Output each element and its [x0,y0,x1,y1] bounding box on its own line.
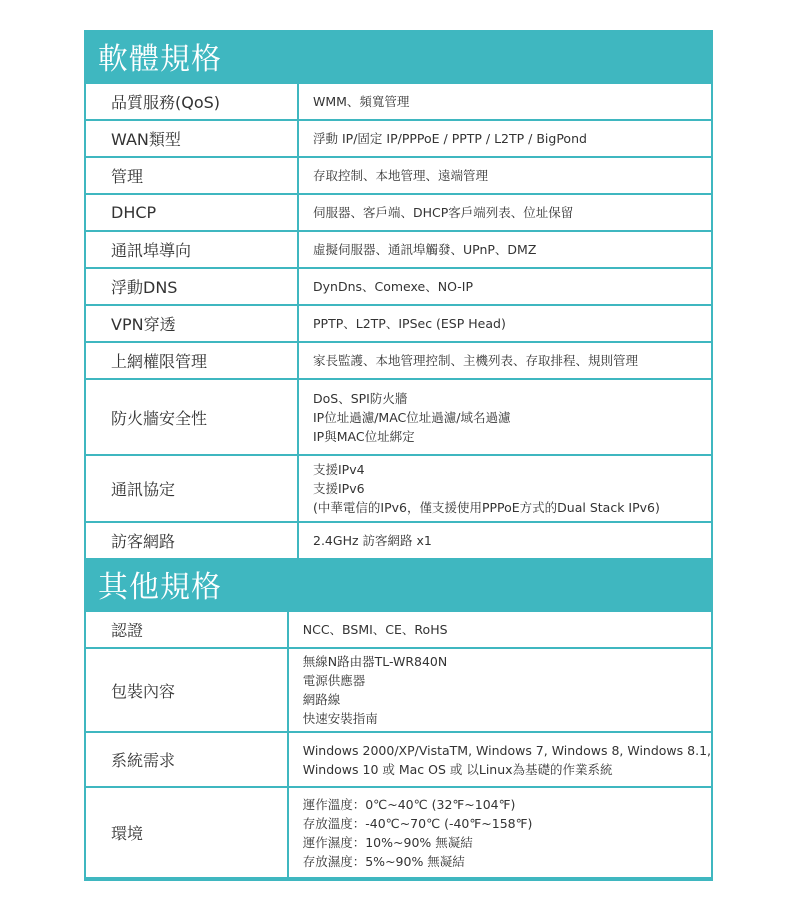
spec-value [299,523,711,558]
spec-label: 防火牆安全性 [86,380,297,454]
spec-row [86,343,711,378]
spec-value [299,343,711,378]
spec-row [86,456,711,521]
spec-value [299,456,711,521]
spec-value-line: 家長監護、本地管理控制、主機列表、存取排程、規則管理 [313,353,639,368]
spec-value-line: 運作溫度：0℃~40℃ (32℉~104℉) [302,796,516,812]
spec-value-line: DoS、SPI防火牆 [313,390,408,406]
spec-value-line: 快速安裝指南 [302,711,378,726]
spec-value-line: PPTP、L2TP、IPSec (ESP Head) [313,316,506,331]
spec-value-line: 支援IPv4 [313,462,365,477]
spec-row [86,612,711,647]
spec-label: 上網權限管理 [86,343,297,378]
spec-value [299,158,711,193]
spec-row [86,269,711,304]
other-spec-title: 其他規格 [86,560,711,612]
spec-label: VPN穿透 [86,306,297,341]
spec-value-line: 存放濕度：5%~90% 無凝結 [302,853,465,869]
spec-label: 管理 [86,158,297,193]
spec-row [86,733,711,786]
spec-value [289,733,711,786]
spec-label: 通訊埠導向 [86,232,297,267]
spec-value-line: IP位址過濾/MAC位址過濾/域名過濾 [313,409,511,425]
spec-value-line: Windows 10 或 Mac OS 或 以Linux為基礎的作業系統 [302,761,613,777]
spec-row [86,84,711,119]
spec-row [86,195,711,230]
spec-value [299,232,711,267]
spec-table [86,82,711,560]
spec-value-line: 支援IPv6 [313,481,365,496]
spec-label: 包裝內容 [86,649,287,731]
spec-row [86,788,711,877]
spec-sheet [84,30,713,881]
spec-row [86,232,711,267]
spec-label: 系統需求 [86,733,287,786]
spec-value [289,788,711,877]
spec-label: 訪客網路 [86,523,297,558]
spec-row [86,380,711,454]
spec-row [86,523,711,558]
spec-value [299,195,711,230]
spec-label: 通訊協定 [86,456,297,521]
spec-label: DHCP [86,195,297,230]
spec-value-line: 電源供應器 [302,673,366,688]
spec-value-line: IP與MAC位址綁定 [313,428,415,444]
spec-value-line: 2.4GHz 訪客網路 x1 [313,533,432,548]
spec-value [299,306,711,341]
spec-value [299,121,711,156]
software-spec-title: 軟體規格 [86,32,711,84]
spec-value-line: WMM、頻寬管理 [313,94,410,109]
spec-value [289,612,711,647]
spec-row [86,158,711,193]
spec-row [86,649,711,731]
spec-value [299,84,711,119]
spec-value [299,269,711,304]
spec-value [289,649,711,731]
spec-label: 環境 [86,788,287,877]
spec-value-line: 浮動 IP/固定 IP/PPPoE / PPTP / L2TP / BigPond [313,131,587,146]
spec-value [299,380,711,454]
spec-label: 品質服務(QoS) [86,84,297,119]
spec-value-line: 運作濕度：10%~90% 無凝結 [302,834,473,850]
spec-label: 認證 [86,612,287,647]
spec-value-line: 存放溫度：-40℃~70℃ (-40℉~158℉) [302,815,533,831]
spec-value-line: 存取控制、本地管理、遠端管理 [313,168,489,183]
spec-value-line: Windows 2000/XP/VistaTM, Windows 7, Windows 8, Windows 8.1, [302,742,711,758]
spec-value-line: 無線N路由器TL-WR840N [302,654,448,669]
spec-value-line: DynDns、Comexe、NO-IP [313,279,474,294]
spec-label: 浮動DNS [86,269,297,304]
spec-value-line: 伺服器、客戶端、DHCP客戶端列表、位址保留 [313,205,574,220]
spec-value-line: (中華電信的IPv6，僅支援使用PPPoE方式的Dual Stack IPv6) [313,500,660,515]
spec-value-line: NCC、BSMI、CE、RoHS [302,622,448,637]
spec-table [86,610,711,879]
spec-row [86,121,711,156]
spec-value-line: 網路線 [302,692,341,707]
spec-label: WAN類型 [86,121,297,156]
spec-row [86,306,711,341]
spec-value-line: 虛擬伺服器、通訊埠觸發、UPnP、DMZ [313,242,537,257]
